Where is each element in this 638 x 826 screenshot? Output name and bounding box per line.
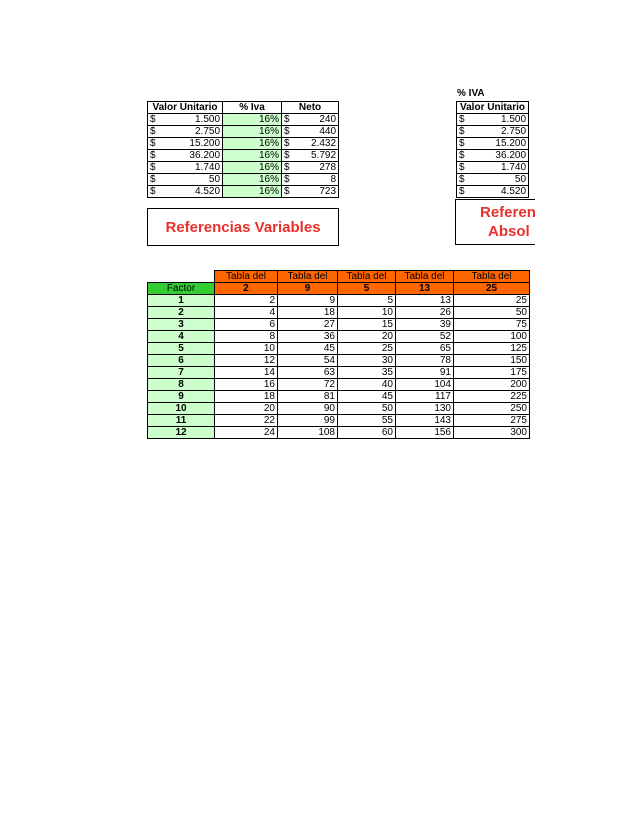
currency-symbol: $ xyxy=(457,186,469,198)
valor-unitario-cell: 50 xyxy=(161,174,223,186)
referencias-absolutas-title-1: Referen xyxy=(480,204,536,221)
multiplication-row xyxy=(148,391,530,403)
multiplication-row xyxy=(148,295,530,307)
iva-cell: 16% xyxy=(223,174,282,186)
iva-table-row xyxy=(148,162,339,174)
product-cell: 27 xyxy=(278,319,338,331)
product-cell: 25 xyxy=(338,343,396,355)
product-cell: 108 xyxy=(278,427,338,439)
multiplication-row xyxy=(148,331,530,343)
neto-cell: 2.432 xyxy=(295,138,339,150)
product-cell: 16 xyxy=(215,379,278,391)
product-cell: 15 xyxy=(338,319,396,331)
product-cell: 25 xyxy=(454,295,530,307)
currency-symbol: $ xyxy=(282,174,295,186)
currency-symbol: $ xyxy=(282,138,295,150)
iva-cell: 16% xyxy=(223,162,282,174)
product-cell: 143 xyxy=(396,415,454,427)
product-cell: 8 xyxy=(215,331,278,343)
valor-unitario-cell: 15.200 xyxy=(161,138,223,150)
valor-unitario-cell: 36.200 xyxy=(469,150,529,162)
product-cell: 104 xyxy=(396,379,454,391)
product-cell: 91 xyxy=(396,367,454,379)
factor-cell: 5 xyxy=(148,343,215,355)
product-cell: 50 xyxy=(454,307,530,319)
product-cell: 60 xyxy=(338,427,396,439)
valor-unitario-cell: 1.740 xyxy=(469,162,529,174)
absolute-table-row xyxy=(457,162,529,174)
base-value: 5 xyxy=(338,283,396,295)
product-cell: 22 xyxy=(215,415,278,427)
absolute-table-header xyxy=(457,102,529,114)
currency-symbol: $ xyxy=(282,150,295,162)
base-value: 13 xyxy=(396,283,454,295)
neto-cell: 8 xyxy=(295,174,339,186)
absolute-table xyxy=(456,101,529,198)
iva-cell: 16% xyxy=(223,186,282,198)
header-neto: Neto xyxy=(282,102,339,114)
currency-symbol: $ xyxy=(148,114,161,126)
valor-unitario-cell: 1.500 xyxy=(161,114,223,126)
product-cell: 4 xyxy=(215,307,278,319)
base-value: 25 xyxy=(454,283,530,295)
factor-cell: 7 xyxy=(148,367,215,379)
multiplication-row xyxy=(148,427,530,439)
currency-symbol: $ xyxy=(148,174,161,186)
iva-table-row xyxy=(148,126,339,138)
product-cell: 18 xyxy=(215,391,278,403)
currency-symbol: $ xyxy=(148,126,161,138)
currency-symbol: $ xyxy=(457,138,469,150)
valor-unitario-cell: 2.750 xyxy=(161,126,223,138)
product-cell: 156 xyxy=(396,427,454,439)
referencias-absolutas-title-2: Absol xyxy=(488,223,530,240)
currency-symbol: $ xyxy=(457,126,469,138)
factor-cell: 12 xyxy=(148,427,215,439)
absolute-table-row xyxy=(457,138,529,150)
currency-symbol: $ xyxy=(457,150,469,162)
product-cell: 300 xyxy=(454,427,530,439)
multiplication-row xyxy=(148,403,530,415)
product-cell: 36 xyxy=(278,331,338,343)
iva-cell: 16% xyxy=(223,150,282,162)
tabla-del-label: Tabla del xyxy=(215,271,278,283)
product-cell: 78 xyxy=(396,355,454,367)
product-cell: 54 xyxy=(278,355,338,367)
product-cell: 81 xyxy=(278,391,338,403)
product-cell: 65 xyxy=(396,343,454,355)
iva-table-row xyxy=(148,150,339,162)
product-cell: 45 xyxy=(278,343,338,355)
tabla-del-label: Tabla del xyxy=(396,271,454,283)
header-iva: % Iva xyxy=(223,102,282,114)
product-cell: 90 xyxy=(278,403,338,415)
absolute-table-row xyxy=(457,174,529,186)
multiplication-row xyxy=(148,367,530,379)
product-cell: 225 xyxy=(454,391,530,403)
valor-unitario-cell: 15.200 xyxy=(469,138,529,150)
product-cell: 35 xyxy=(338,367,396,379)
product-cell: 10 xyxy=(215,343,278,355)
iva-table-row xyxy=(148,138,339,150)
neto-cell: 723 xyxy=(295,186,339,198)
currency-symbol: $ xyxy=(148,138,161,150)
iva-table-header xyxy=(148,102,339,114)
factor-cell: 11 xyxy=(148,415,215,427)
empty-cell xyxy=(148,271,215,283)
product-cell: 14 xyxy=(215,367,278,379)
product-cell: 72 xyxy=(278,379,338,391)
tabla-del-label: Tabla del xyxy=(454,271,530,283)
currency-symbol: $ xyxy=(282,126,295,138)
product-cell: 20 xyxy=(338,331,396,343)
multiplication-row xyxy=(148,307,530,319)
neto-cell: 240 xyxy=(295,114,339,126)
tabla-del-label: Tabla del xyxy=(338,271,396,283)
neto-cell: 5.792 xyxy=(295,150,339,162)
currency-symbol: $ xyxy=(148,150,161,162)
product-cell: 6 xyxy=(215,319,278,331)
multiplication-row xyxy=(148,319,530,331)
product-cell: 52 xyxy=(396,331,454,343)
iva-table-row xyxy=(148,174,339,186)
product-cell: 50 xyxy=(338,403,396,415)
factor-header: Factor xyxy=(148,283,215,295)
valor-unitario-cell: 36.200 xyxy=(161,150,223,162)
product-cell: 26 xyxy=(396,307,454,319)
product-cell: 39 xyxy=(396,319,454,331)
header-valor-unitario: Valor Unitario xyxy=(148,102,223,114)
iva-cell: 16% xyxy=(223,126,282,138)
absolute-table-row xyxy=(457,114,529,126)
iva-label: % IVA xyxy=(457,88,485,99)
product-cell: 5 xyxy=(338,295,396,307)
currency-symbol: $ xyxy=(457,174,469,186)
multiplication-row xyxy=(148,343,530,355)
referencias-absolutas-box xyxy=(455,199,535,245)
product-cell: 10 xyxy=(338,307,396,319)
iva-cell: 16% xyxy=(223,114,282,126)
referencias-variables-title: Referencias Variables xyxy=(165,218,321,236)
factor-cell: 10 xyxy=(148,403,215,415)
product-cell: 55 xyxy=(338,415,396,427)
product-cell: 24 xyxy=(215,427,278,439)
product-cell: 275 xyxy=(454,415,530,427)
base-value: 9 xyxy=(278,283,338,295)
absolute-table-row xyxy=(457,186,529,198)
multiplication-row xyxy=(148,415,530,427)
product-cell: 250 xyxy=(454,403,530,415)
iva-table xyxy=(147,101,339,198)
valor-unitario-cell: 2.750 xyxy=(469,126,529,138)
factor-cell: 4 xyxy=(148,331,215,343)
product-cell: 18 xyxy=(278,307,338,319)
factor-cell: 9 xyxy=(148,391,215,403)
product-cell: 130 xyxy=(396,403,454,415)
neto-cell: 440 xyxy=(295,126,339,138)
header-valor-unitario-abs: Valor Unitario xyxy=(457,102,529,114)
product-cell: 2 xyxy=(215,295,278,307)
referencias-variables-box xyxy=(147,208,339,246)
product-cell: 40 xyxy=(338,379,396,391)
valor-unitario-cell: 1.740 xyxy=(161,162,223,174)
absolute-table-row xyxy=(457,126,529,138)
product-cell: 99 xyxy=(278,415,338,427)
currency-symbol: $ xyxy=(148,186,161,198)
valor-unitario-cell: 4.520 xyxy=(469,186,529,198)
product-cell: 75 xyxy=(454,319,530,331)
product-cell: 175 xyxy=(454,367,530,379)
currency-symbol: $ xyxy=(457,114,469,126)
currency-symbol: $ xyxy=(457,162,469,174)
product-cell: 13 xyxy=(396,295,454,307)
product-cell: 9 xyxy=(278,295,338,307)
iva-cell: 16% xyxy=(223,138,282,150)
currency-symbol: $ xyxy=(148,162,161,174)
product-cell: 30 xyxy=(338,355,396,367)
product-cell: 12 xyxy=(215,355,278,367)
valor-unitario-cell: 1.500 xyxy=(469,114,529,126)
product-cell: 20 xyxy=(215,403,278,415)
base-value: 2 xyxy=(215,283,278,295)
factor-cell: 2 xyxy=(148,307,215,319)
neto-cell: 278 xyxy=(295,162,339,174)
product-cell: 117 xyxy=(396,391,454,403)
multiplication-row xyxy=(148,355,530,367)
currency-symbol: $ xyxy=(282,186,295,198)
factor-cell: 1 xyxy=(148,295,215,307)
product-cell: 150 xyxy=(454,355,530,367)
currency-symbol: $ xyxy=(282,114,295,126)
valor-unitario-cell: 4.520 xyxy=(161,186,223,198)
currency-symbol: $ xyxy=(282,162,295,174)
factor-header-row xyxy=(148,283,530,295)
tabla-del-label: Tabla del xyxy=(278,271,338,283)
factor-cell: 6 xyxy=(148,355,215,367)
multiplication-row xyxy=(148,379,530,391)
product-cell: 200 xyxy=(454,379,530,391)
multiplication-table xyxy=(147,270,530,439)
product-cell: 125 xyxy=(454,343,530,355)
product-cell: 63 xyxy=(278,367,338,379)
absolute-table-row xyxy=(457,150,529,162)
product-cell: 100 xyxy=(454,331,530,343)
iva-table-row xyxy=(148,114,339,126)
product-cell: 45 xyxy=(338,391,396,403)
factor-cell: 3 xyxy=(148,319,215,331)
tabla-del-row xyxy=(148,271,530,283)
valor-unitario-cell: 50 xyxy=(469,174,529,186)
iva-table-row xyxy=(148,186,339,198)
factor-cell: 8 xyxy=(148,379,215,391)
